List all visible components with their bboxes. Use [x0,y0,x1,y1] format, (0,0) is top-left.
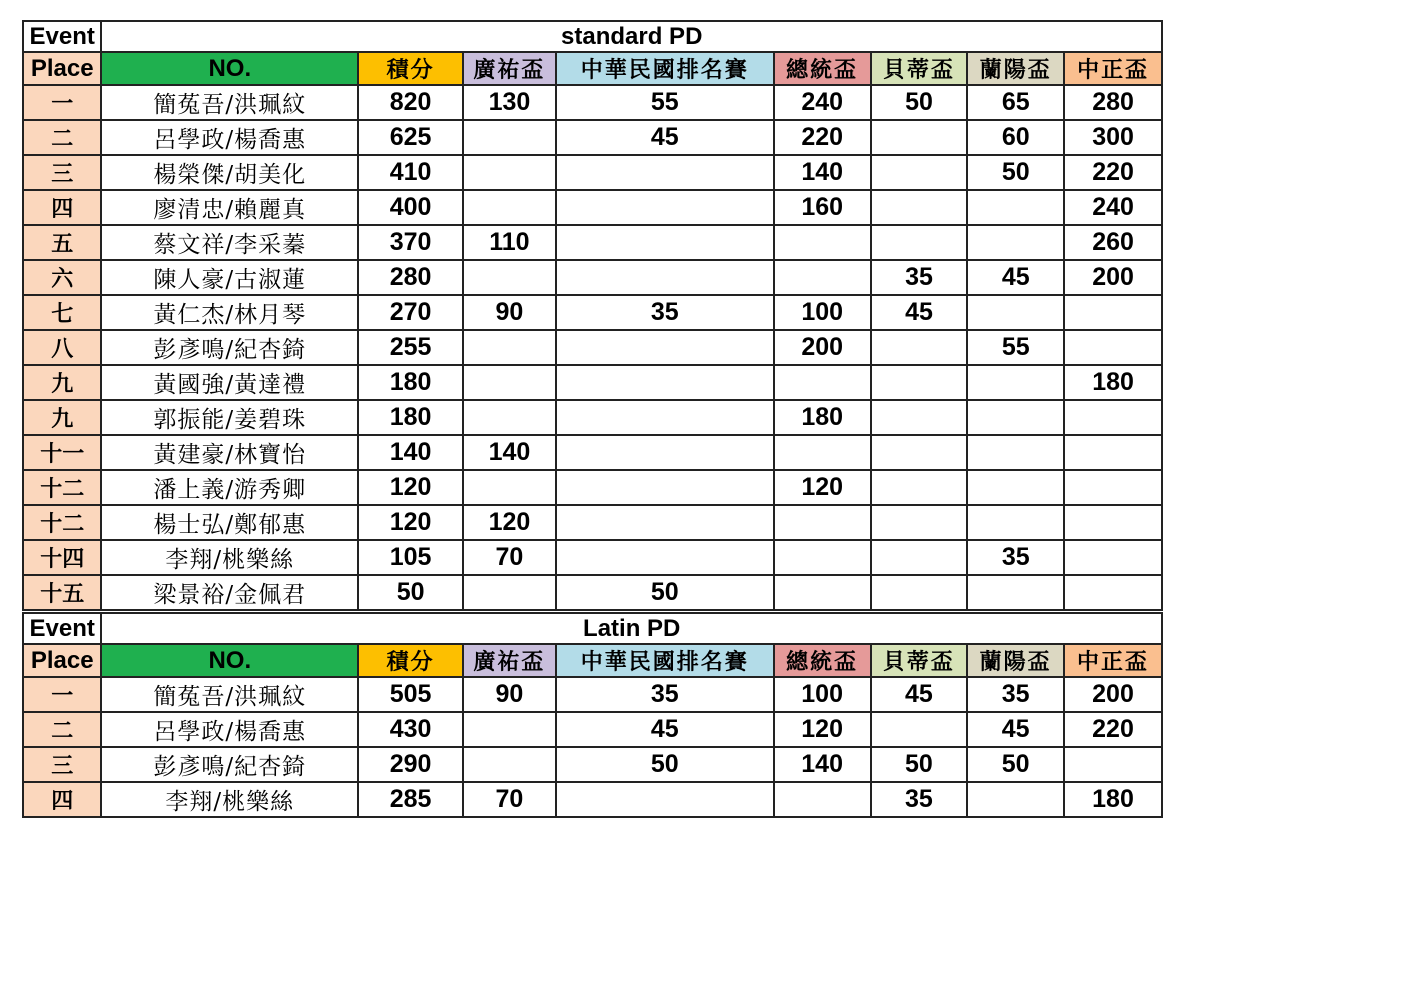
national-ranking-cell [556,540,774,575]
pair-name-cell: 蔡文祥/李采蓁 [101,225,358,260]
table-row [23,295,1162,330]
points-cell: 255 [358,330,463,365]
header-row [23,52,1162,85]
lanyang-cup-cell: 65 [967,85,1064,120]
place-cell: 十四 [23,540,101,575]
zhongzheng-cup-cell [1064,747,1162,782]
points-cell: 290 [358,747,463,782]
lanyang-cup-cell: 55 [967,330,1064,365]
event-title-row [23,21,1162,52]
points-cell: 370 [358,225,463,260]
president-cup-cell [774,260,871,295]
place-cell: 五 [23,225,101,260]
lanyang-cup-cell [967,295,1064,330]
zhongzheng-cup-cell [1064,435,1162,470]
president-cup-cell [774,505,871,540]
lanyang-cup-cell [967,575,1064,610]
place-cell: 四 [23,190,101,225]
event-title: standard PD [101,21,1162,52]
beidi-cup-cell [871,155,968,190]
place-cell: 九 [23,400,101,435]
table-row [23,470,1162,505]
table-row [23,747,1162,782]
president-cup-header: 總統盃 [774,644,871,677]
zhongzheng-cup-cell: 300 [1064,120,1162,155]
points-header: 積分 [358,52,463,85]
zhongzheng-cup-cell: 180 [1064,365,1162,400]
points-cell: 180 [358,365,463,400]
beidi-cup-cell: 45 [871,295,968,330]
beidi-cup-cell [871,400,968,435]
pair-name-cell: 呂學政/楊喬惠 [101,120,358,155]
header-row [23,644,1162,677]
zhongzheng-cup-cell: 180 [1064,782,1162,817]
place-cell: 二 [23,120,101,155]
points-cell: 140 [358,435,463,470]
guangyou-cup-cell [463,747,556,782]
no-header: NO. [101,644,358,677]
guangyou-cup-cell: 120 [463,505,556,540]
standard-pd-table [22,20,1163,611]
zhongzheng-cup-cell: 200 [1064,260,1162,295]
president-cup-cell [774,575,871,610]
event-label: Event [23,21,101,52]
national-ranking-cell: 50 [556,575,774,610]
table-row [23,505,1162,540]
zhongzheng-cup-cell [1064,575,1162,610]
points-cell: 280 [358,260,463,295]
table-row [23,155,1162,190]
points-cell: 505 [358,677,463,712]
table-row [23,190,1162,225]
event-title: Latin PD [101,613,1162,644]
zhongzheng-cup-cell: 260 [1064,225,1162,260]
national-ranking-cell [556,260,774,295]
points-cell: 120 [358,470,463,505]
national-ranking-cell: 55 [556,85,774,120]
place-cell: 十二 [23,470,101,505]
place-cell: 一 [23,677,101,712]
lanyang-cup-cell: 50 [967,747,1064,782]
zhongzheng-cup-header: 中正盃 [1064,52,1162,85]
points-header: 積分 [358,644,463,677]
pair-name-cell: 黃仁杰/林月琴 [101,295,358,330]
guangyou-cup-cell [463,260,556,295]
national-ranking-cell [556,400,774,435]
event-label: Event [23,613,101,644]
guangyou-cup-cell [463,120,556,155]
zhongzheng-cup-cell [1064,540,1162,575]
table-row [23,225,1162,260]
pair-name-cell: 彭彥鳴/紀杏錡 [101,330,358,365]
lanyang-cup-cell: 50 [967,155,1064,190]
pair-name-cell: 李翔/桃樂絲 [101,540,358,575]
pair-name-cell: 簡菟吾/洪珮紋 [101,677,358,712]
lanyang-cup-header: 蘭陽盃 [967,52,1064,85]
national-ranking-cell [556,782,774,817]
president-cup-cell: 120 [774,712,871,747]
national-ranking-cell [556,225,774,260]
place-cell: 一 [23,85,101,120]
beidi-cup-header: 貝蒂盃 [871,52,968,85]
lanyang-cup-cell [967,782,1064,817]
beidi-cup-cell [871,225,968,260]
president-cup-cell: 140 [774,747,871,782]
president-cup-cell [774,365,871,400]
place-cell: 十二 [23,505,101,540]
table-row [23,85,1162,120]
points-cell: 105 [358,540,463,575]
beidi-cup-cell [871,540,968,575]
guangyou-cup-cell [463,470,556,505]
zhongzheng-cup-cell [1064,295,1162,330]
lanyang-cup-cell [967,400,1064,435]
table-row [23,540,1162,575]
lanyang-cup-cell: 45 [967,712,1064,747]
table-row [23,120,1162,155]
table-row [23,677,1162,712]
guangyou-cup-cell [463,712,556,747]
beidi-cup-cell [871,575,968,610]
place-cell: 四 [23,782,101,817]
guangyou-cup-cell [463,190,556,225]
president-cup-cell: 240 [774,85,871,120]
pair-name-cell: 郭振能/姜碧珠 [101,400,358,435]
zhongzheng-cup-cell: 220 [1064,712,1162,747]
guangyou-cup-cell: 90 [463,677,556,712]
points-cell: 820 [358,85,463,120]
table-row [23,400,1162,435]
national-ranking-cell: 50 [556,747,774,782]
national-ranking-cell [556,155,774,190]
guangyou-cup-cell [463,575,556,610]
beidi-cup-cell [871,470,968,505]
beidi-cup-cell [871,190,968,225]
lanyang-cup-cell [967,365,1064,400]
lanyang-cup-header: 蘭陽盃 [967,644,1064,677]
guangyou-cup-cell: 110 [463,225,556,260]
beidi-cup-cell: 45 [871,677,968,712]
national-ranking-cell [556,190,774,225]
president-cup-cell: 180 [774,400,871,435]
guangyou-cup-cell [463,365,556,400]
guangyou-cup-cell: 70 [463,782,556,817]
pair-name-cell: 梁景裕/金佩君 [101,575,358,610]
points-cell: 430 [358,712,463,747]
zhongzheng-cup-cell [1064,400,1162,435]
beidi-cup-cell: 50 [871,747,968,782]
beidi-cup-cell: 35 [871,260,968,295]
president-cup-cell [774,540,871,575]
president-cup-cell: 140 [774,155,871,190]
lanyang-cup-cell: 35 [967,677,1064,712]
lanyang-cup-cell: 60 [967,120,1064,155]
points-cell: 400 [358,190,463,225]
place-cell: 八 [23,330,101,365]
no-header: NO. [101,52,358,85]
pair-name-cell: 楊士弘/鄭郁惠 [101,505,358,540]
place-header: Place [23,52,101,85]
lanyang-cup-cell [967,190,1064,225]
president-cup-cell: 200 [774,330,871,365]
president-cup-cell [774,782,871,817]
national-ranking-header: 中華民國排名賽 [556,52,774,85]
pair-name-cell: 簡菟吾/洪珮紋 [101,85,358,120]
guangyou-cup-cell: 90 [463,295,556,330]
latin-pd-table [22,612,1163,818]
zhongzheng-cup-cell [1064,470,1162,505]
place-cell: 十一 [23,435,101,470]
president-cup-header: 總統盃 [774,52,871,85]
president-cup-cell: 120 [774,470,871,505]
beidi-cup-cell [871,365,968,400]
pair-name-cell: 陳人豪/古淑蓮 [101,260,358,295]
guangyou-cup-header: 廣祐盃 [463,644,556,677]
national-ranking-cell [556,505,774,540]
place-cell: 九 [23,365,101,400]
zhongzheng-cup-cell: 220 [1064,155,1162,190]
national-ranking-cell [556,470,774,505]
president-cup-cell: 220 [774,120,871,155]
pair-name-cell: 潘上義/游秀卿 [101,470,358,505]
beidi-cup-cell [871,330,968,365]
pair-name-cell: 黃建豪/林寶怡 [101,435,358,470]
points-cell: 285 [358,782,463,817]
national-ranking-cell [556,365,774,400]
president-cup-cell [774,225,871,260]
lanyang-cup-cell [967,505,1064,540]
beidi-cup-cell [871,712,968,747]
lanyang-cup-cell: 35 [967,540,1064,575]
points-cell: 625 [358,120,463,155]
lanyang-cup-cell [967,225,1064,260]
president-cup-cell: 100 [774,295,871,330]
guangyou-cup-cell [463,155,556,190]
zhongzheng-cup-cell: 200 [1064,677,1162,712]
pair-name-cell: 彭彥鳴/紀杏錡 [101,747,358,782]
beidi-cup-cell: 35 [871,782,968,817]
national-ranking-cell [556,435,774,470]
points-cell: 180 [358,400,463,435]
national-ranking-cell: 35 [556,677,774,712]
zhongzheng-cup-cell: 240 [1064,190,1162,225]
zhongzheng-cup-header: 中正盃 [1064,644,1162,677]
table-row [23,330,1162,365]
guangyou-cup-cell: 130 [463,85,556,120]
president-cup-cell [774,435,871,470]
points-cell: 120 [358,505,463,540]
zhongzheng-cup-cell: 280 [1064,85,1162,120]
president-cup-cell: 160 [774,190,871,225]
guangyou-cup-cell [463,400,556,435]
lanyang-cup-cell: 45 [967,260,1064,295]
points-cell: 410 [358,155,463,190]
place-cell: 三 [23,155,101,190]
beidi-cup-cell [871,120,968,155]
guangyou-cup-header: 廣祐盃 [463,52,556,85]
beidi-cup-cell: 50 [871,85,968,120]
place-cell: 七 [23,295,101,330]
points-cell: 50 [358,575,463,610]
table-row [23,260,1162,295]
place-cell: 二 [23,712,101,747]
table-row [23,365,1162,400]
pair-name-cell: 廖清忠/賴麗真 [101,190,358,225]
lanyang-cup-cell [967,470,1064,505]
lanyang-cup-cell [967,435,1064,470]
national-ranking-cell: 45 [556,120,774,155]
table-row [23,575,1162,610]
national-ranking-cell: 35 [556,295,774,330]
pair-name-cell: 呂學政/楊喬惠 [101,712,358,747]
guangyou-cup-cell: 140 [463,435,556,470]
guangyou-cup-cell: 70 [463,540,556,575]
national-ranking-header: 中華民國排名賽 [556,644,774,677]
table-row [23,435,1162,470]
president-cup-cell: 100 [774,677,871,712]
national-ranking-cell [556,330,774,365]
beidi-cup-cell [871,435,968,470]
zhongzheng-cup-cell [1064,330,1162,365]
zhongzheng-cup-cell [1064,505,1162,540]
pair-name-cell: 楊榮傑/胡美化 [101,155,358,190]
guangyou-cup-cell [463,330,556,365]
place-header: Place [23,644,101,677]
beidi-cup-cell [871,505,968,540]
place-cell: 十五 [23,575,101,610]
beidi-cup-header: 貝蒂盃 [871,644,968,677]
points-cell: 270 [358,295,463,330]
table-row [23,782,1162,817]
event-title-row [23,613,1162,644]
table-row [23,712,1162,747]
national-ranking-cell: 45 [556,712,774,747]
pair-name-cell: 黃國強/黃達禮 [101,365,358,400]
place-cell: 三 [23,747,101,782]
pair-name-cell: 李翔/桃樂絲 [101,782,358,817]
place-cell: 六 [23,260,101,295]
